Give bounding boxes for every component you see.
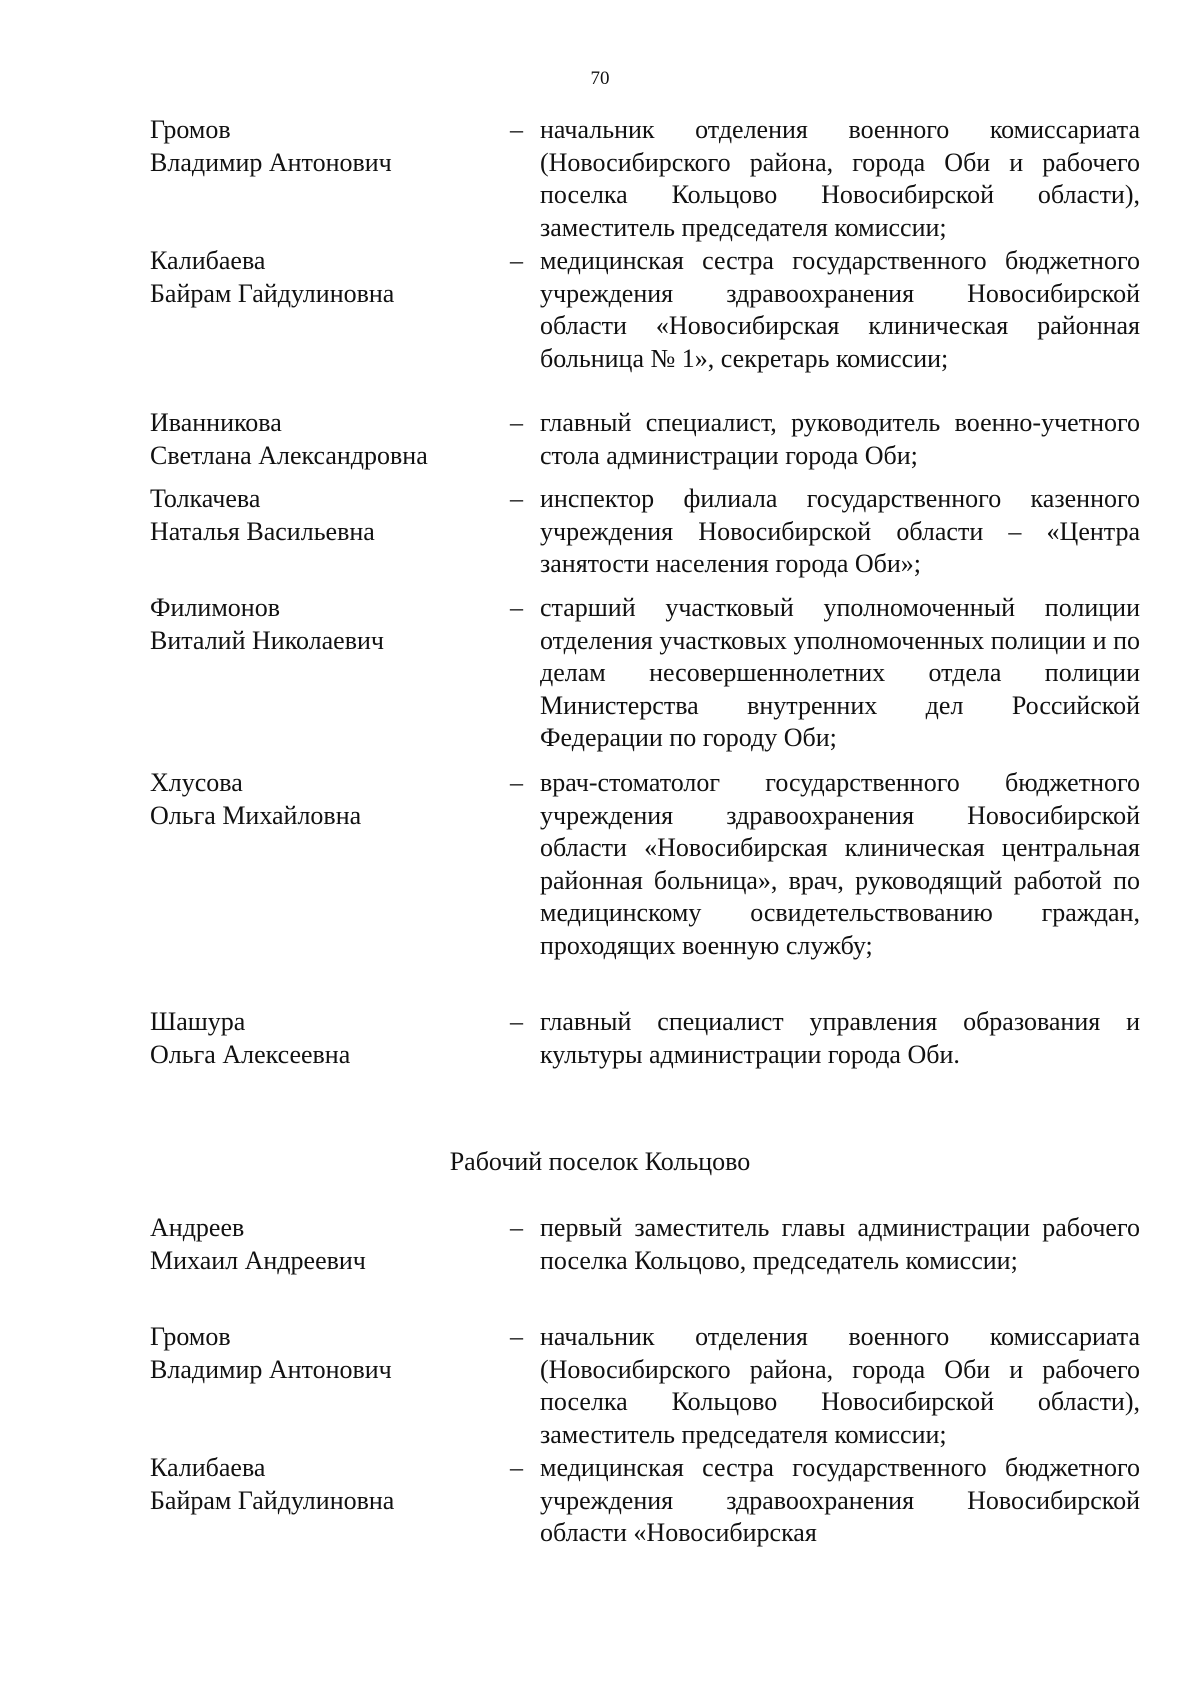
member-entry (150, 592, 1140, 755)
member-surname: Громов (150, 115, 231, 144)
dash-separator: – (510, 1453, 523, 1482)
member-surname: Калибаева (150, 1453, 266, 1482)
member-name (150, 1212, 510, 1277)
dash-separator: – (510, 408, 523, 437)
member-name (150, 407, 510, 472)
member-given-names: Ольга Михайловна (150, 800, 362, 830)
dash-separator: – (510, 115, 523, 144)
dash-separator: – (510, 1213, 523, 1242)
member-name (150, 245, 510, 375)
member-surname: Калибаева (150, 246, 266, 275)
dash-separator: – (510, 246, 523, 275)
member-role: врач-стоматолог государственного бюджетного учреждения здравоохранения Новосибирской области «Новосибирская клиническая центральная районная больница», врач, руководящий работой по медицинскому освидетельствованию граждан, проходящих военную службу; (540, 768, 1140, 960)
member-name (150, 483, 510, 581)
member-name (150, 1321, 510, 1451)
member-entry (150, 245, 1140, 375)
member-role: первый заместитель главы администрации рабочего поселка Кольцово, председатель комиссии; (540, 1213, 1140, 1275)
member-given-names: Байрам Гайдулиновна (150, 1485, 395, 1515)
member-name (150, 1452, 510, 1550)
member-given-names: Наталья Васильевна (150, 516, 375, 546)
member-entry (150, 1006, 1140, 1071)
member-role: старший участковый уполномоченный полиции отделения участковых уполномоченных полиции и по делам несовершеннолетних отдела полиции Министерства внутренних дел Российской Федерации по городу Оби; (540, 593, 1140, 752)
member-entry (150, 767, 1140, 962)
member-entry (150, 1452, 1140, 1550)
page-number: 70 (590, 68, 610, 89)
member-given-names: Михаил Андреевич (150, 1245, 366, 1275)
dash-separator: – (510, 593, 523, 622)
member-role: начальник отделения военного комиссариата (Новосибирского района, города Оби и рабочего поселка Кольцово Новосибирской области), заместитель председателя комиссии; (540, 1322, 1140, 1449)
member-role: главный специалист управления образования и культуры администрации города Оби. (540, 1007, 1140, 1069)
member-role: главный специалист, руководитель военно-учетного стола администрации города Оби; (540, 408, 1140, 470)
member-role: инспектор филиала государственного казенного учреждения Новосибирской области – «Центра занятости населения города Оби»; (540, 484, 1140, 578)
section-heading: Рабочий поселок Кольцово (449, 1147, 751, 1176)
member-given-names: Владимир Антонович (150, 1354, 392, 1384)
dash-separator: – (510, 768, 523, 797)
member-surname: Громов (150, 1322, 231, 1351)
member-entry (150, 114, 1140, 244)
member-name (150, 1006, 510, 1071)
member-name (150, 114, 510, 244)
member-surname: Андреев (150, 1213, 245, 1242)
member-surname: Толкачева (150, 484, 261, 513)
member-surname: Шашура (150, 1007, 246, 1036)
member-role: начальник отделения военного комиссариата (Новосибирского района, города Оби и рабочего поселка Кольцово Новосибирской области), заместитель председателя комиссии; (540, 115, 1140, 242)
member-role: медицинская сестра государственного бюджетного учреждения здравоохранения Новосибирской области «Новосибирская клиническая районная больница № 1», секретарь комиссии; (540, 246, 1140, 373)
member-entry (150, 483, 1140, 581)
dash-separator: – (510, 1007, 523, 1036)
member-surname: Иванникова (150, 408, 282, 437)
member-given-names: Байрам Гайдулиновна (150, 278, 395, 308)
member-entry (150, 1321, 1140, 1451)
member-given-names: Владимир Антонович (150, 147, 392, 177)
member-given-names: Виталий Николаевич (150, 625, 384, 655)
member-role: медицинская сестра государственного бюджетного учреждения здравоохранения Новосибирской области «Новосибирская (540, 1453, 1140, 1547)
member-name (150, 767, 510, 962)
member-given-names: Светлана Александровна (150, 440, 428, 470)
member-given-names: Ольга Алексеевна (150, 1039, 351, 1069)
dash-separator: – (510, 1322, 523, 1351)
member-entry (150, 407, 1140, 472)
member-entry (150, 1212, 1140, 1277)
dash-separator: – (510, 484, 523, 513)
member-surname: Хлусова (150, 768, 243, 797)
member-name (150, 592, 510, 755)
member-surname: Филимонов (150, 593, 280, 622)
